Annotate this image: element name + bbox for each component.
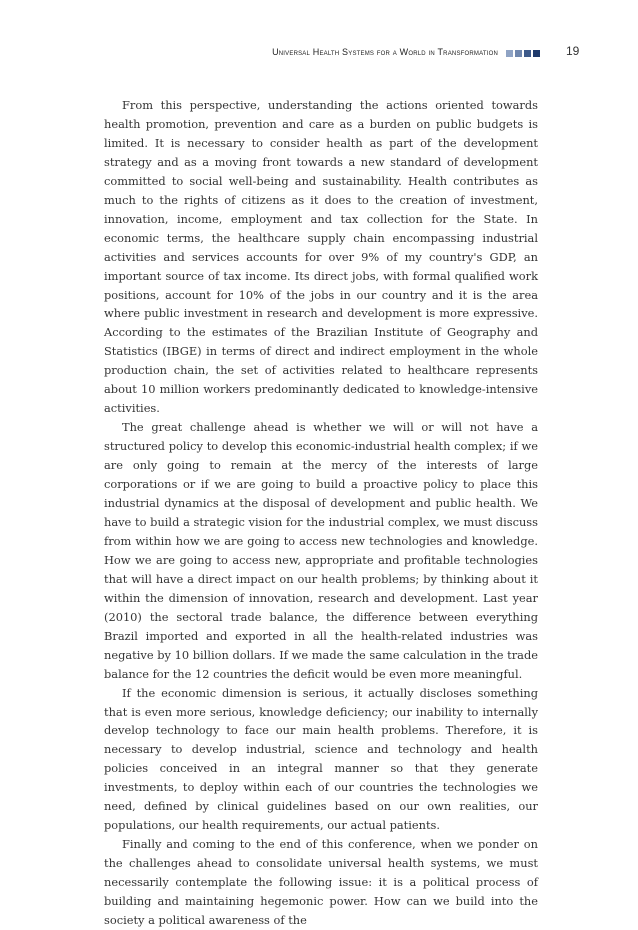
decorative-square (506, 50, 513, 57)
decorative-square (515, 50, 522, 57)
paragraph: Finally and coming to the end of this conference, when we ponder on the challenges ahead to consolidate universal health systems, we must necessarily contemplate the following issue: it is a political process of building and maintaining hegemonic power. How can we build into the society a political awareness of the (104, 837, 538, 927)
decorative-squares (506, 50, 540, 57)
paragraph: If the economic dimension is serious, it actually discloses something that is even more serious, knowledge deficiency; our inability to internally develop technology to face our main health problems. Therefore, it is necessary to develop industrial, science and technology and health policies conceived in an integral manner so that they generate investments, to deploy within each of our countries the technologies we need, defined by clinical guidelines based on our own realities, our populations, our health requirements, our actual patients. (104, 685, 538, 833)
page-number: 19 (566, 44, 580, 58)
decorative-square (524, 50, 531, 57)
body-text (104, 96, 538, 930)
page-header (0, 43, 638, 63)
paragraph: The great challenge ahead is whether we will or will not have a structured policy to develop this economic-industrial health complex; if we are only going to remain at the mercy of the interests of large corporations or if we are going to build a proactive policy to place this industrial dynamics at the disposal of development and public health. We have to build a strategic vision for the industrial complex, we must discuss from within how we are going to access new technologies and knowledge. How we are going to access new, appropriate and profitable technologies that will have a direct impact on our health problems; by thinking about it within the dimension of innovation, research and development. Last year (2010) the sectoral trade balance, the difference between everything Brazil imported and exported in all the health-related industries was negative by 10 billion dollars. If we made the same calculation in the trade balance for the 12 countries the deficit would be even more meaningful. (104, 420, 538, 681)
decorative-square (533, 50, 540, 57)
running-title: Universal Health Systems for a World in Transformation (272, 47, 498, 57)
paragraph: From this perspective, understanding the actions oriented towards health promotion, prevention and care as a burden on public budgets is limited. It is necessary to consider health as part of the development strategy and as a moving front towards a new standard of development committed to social well-being and sustainability. Health contributes as much to the rights of citizens as it does to the creation of investment, innovation, income, employment and tax collection for the State. In economic terms, the healthcare supply chain encompassing industrial activities and services accounts for over 9% of my country's GDP, an important source of tax income. Its direct jobs, with formal qualified work positions, account for 10% of the jobs in our country and it is the area where public investment in research and development is more expressive. According to the estimates of the Brazilian Institute of Geography and Statistics (IBGE) in terms of direct and indirect employment in the whole production chain, the set of activities related to healthcare represents about 10 million workers predominantly dedicated to knowledge-intensive activities. (104, 98, 538, 416)
